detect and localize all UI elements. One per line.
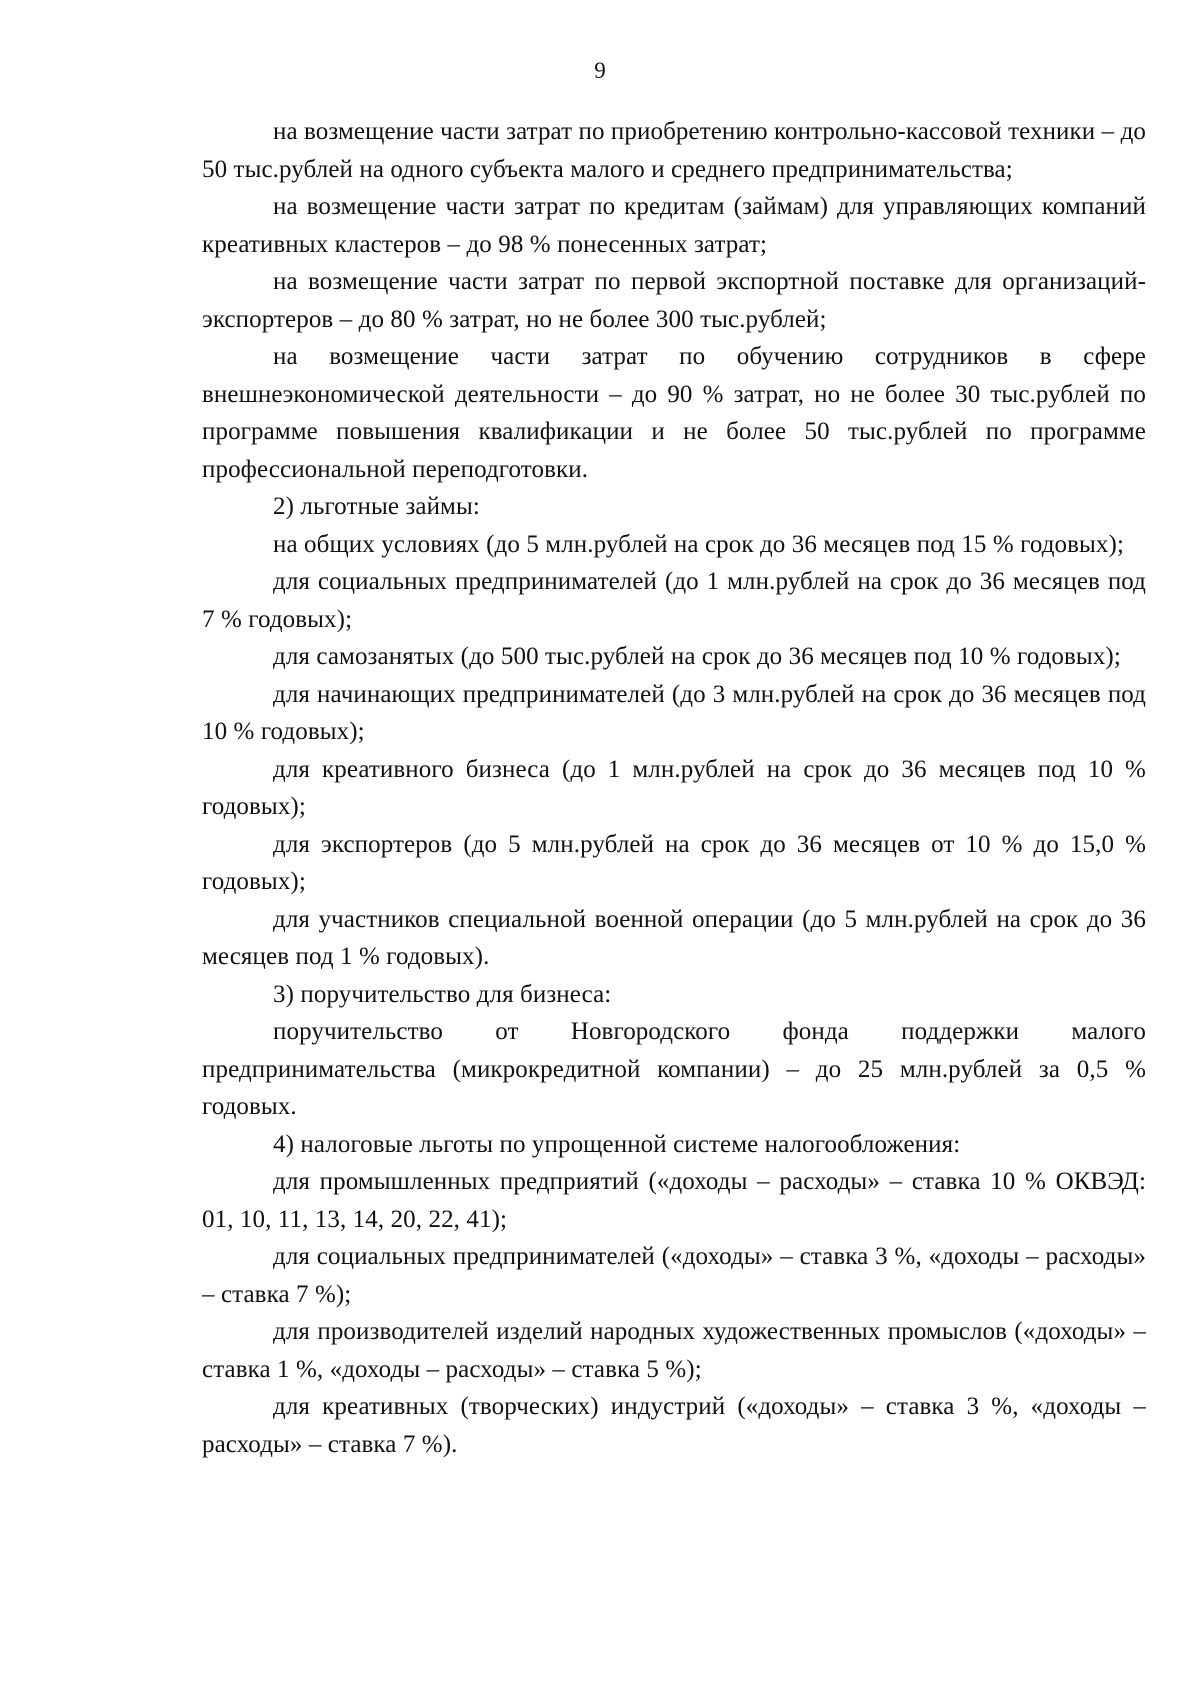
paragraph-kkt-compensation: на возмещение части затрат по приобретению контрольно-кассовой техники – до 50 тыс.рублей на одного субъекта малого и среднего предпринимательства; [202, 118, 1146, 183]
paragraph-guarantee-novgorod-fund: поручительство от Новгородского фонда поддержки малого предпринимательства (микрокредитной компании) – до 25 млн.рублей за 0,5 % годовых. [202, 1018, 1146, 1120]
section-heading-preferential-loans: 2) льготные займы: [273, 493, 480, 520]
paragraph-loan-social-entrepreneurs: для социальных предпринимателей (до 1 млн.рублей на срок до 36 месяцев под 7 % годовых); [202, 568, 1146, 633]
paragraph-loan-svo-participants: для участников специальной военной операции (до 5 млн.рублей на срок до 36 месяцев под 1 % годовых). [202, 905, 1146, 970]
paragraph-loan-general: на общих условиях (до 5 млн.рублей на срок до 36 месяцев под 15 % годовых); [273, 530, 1124, 558]
paragraph-tax-social-entrepreneurs: для социальных предпринимателей («доходы» – ставка 3 %, «доходы – расходы» – ставка 7 %); [202, 1243, 1146, 1308]
paragraph-tax-creative-industries: для креативных (творческих) индустрий («доходы» – ставка 3 %, «доходы – расходы» – ставка 7 %). [202, 1393, 1146, 1458]
paragraph-tax-industrial: для промышленных предприятий («доходы – расходы» – ставка 10 % ОКВЭД: 01, 10, 11, 13, 14, 20, 22, 41); [202, 1168, 1146, 1233]
paragraph-loan-exporters: для экспортеров (до 5 млн.рублей на срок до 36 месяцев от 10 % до 15,0 % годовых); [202, 830, 1146, 895]
section-heading-business-guarantee: 3) поручительство для бизнеса: [273, 980, 612, 1008]
paragraph-creative-cluster-loans: на возмещение части затрат по кредитам (займам) для управляющих компаний креативных кластеров – до 98 % понесенных затрат; [202, 193, 1146, 258]
paragraph-loan-starting-entrepreneurs: для начинающих предпринимателей (до 3 млн.рублей на срок до 36 месяцев под 10 % годовых); [202, 680, 1146, 745]
paragraph-loan-creative-business: для креативного бизнеса (до 1 млн.рублей на срок до 36 месяцев под 10 % годовых); [202, 755, 1146, 820]
paragraph-tax-folk-crafts: для производителей изделий народных художественных промыслов («доходы» – ставка 1 %, «доходы – расходы» – ставка 5 %); [202, 1318, 1146, 1383]
paragraph-first-export-delivery: на возмещение части затрат по первой экспортной поставке для организаций-экспортеров – до 80 % затрат, но не более 300 тыс.рублей; [202, 268, 1146, 333]
page-number: 9 [594, 58, 606, 83]
paragraph-loan-self-employed: для самозанятых (до 500 тыс.рублей на срок до 36 месяцев под 10 % годовых); [273, 643, 1121, 670]
section-heading-tax-benefits: 4) налоговые льготы по упрощенной системе налогообложения: [273, 1130, 961, 1158]
paragraph-foreign-trade-training: на возмещение части затрат по обучению сотрудников в сфере внешнеэкономической деятельности – до 90 % затрат, но не более 30 тыс.рублей по программе повышения квалификации и не более 50 тыс.рублей по программе профессиональной переподготовки. [202, 343, 1146, 483]
document-body [202, 113, 1146, 1463]
